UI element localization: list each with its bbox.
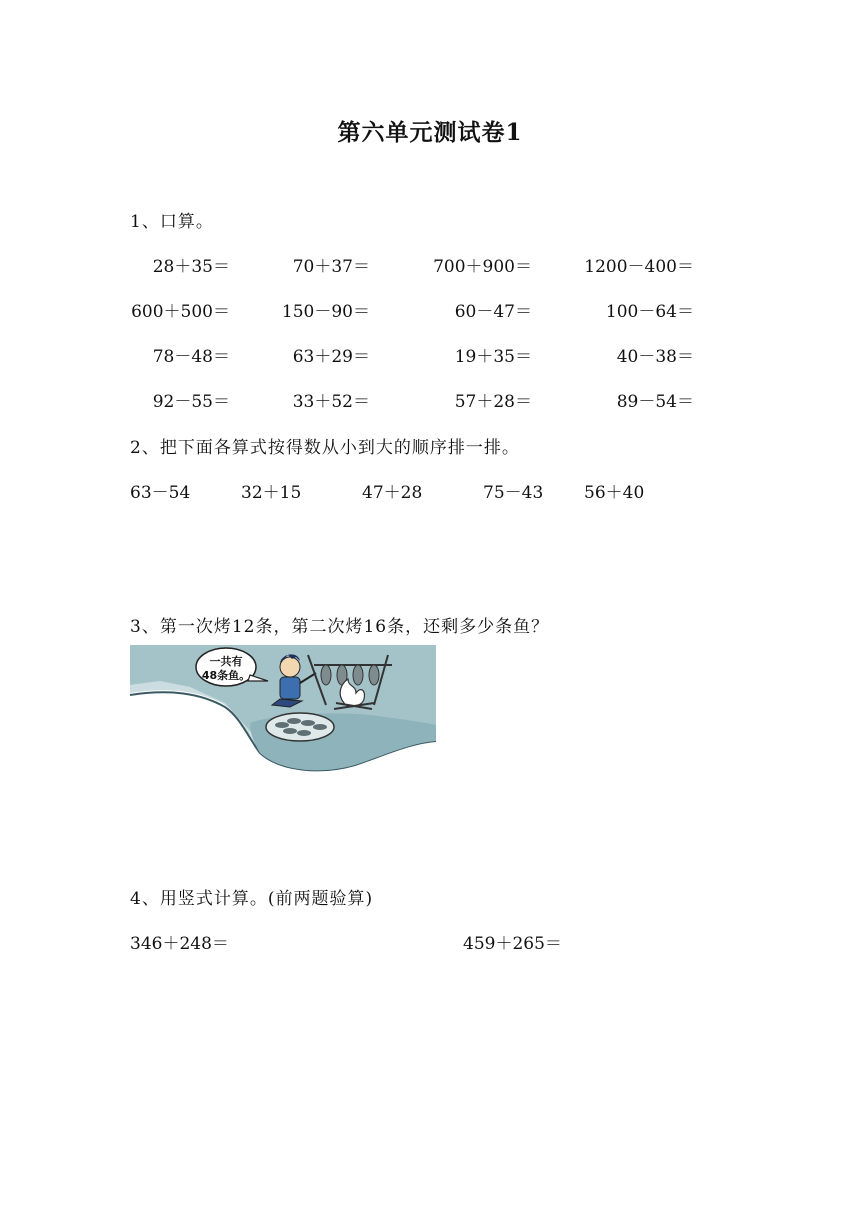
order-item: 75－43 [483,483,544,503]
order-item: 56＋40 [584,483,645,503]
vertical-calc-item: 459＋265＝ [463,934,562,954]
math-item: 89－54＝ [616,392,694,412]
math-item: 63＋29＝ [292,347,370,367]
bubble-text-line2: 48条鱼。 [201,669,251,682]
order-item: 32＋15 [241,483,302,503]
math-item: 700＋900＝ [433,257,532,277]
math-item: 100－64＝ [605,302,694,322]
illustration-svg [130,645,436,781]
math-item: 150－90＝ [281,302,370,322]
bubble-text-line1: 一共有 [209,655,243,668]
math-item: 92－55＝ [152,392,230,412]
question-1-heading: 1、口算。 [130,212,214,232]
math-item: 28＋35＝ [152,257,230,277]
question-2-heading: 2、把下面各算式按得数从小到大的顺序排一排。 [130,438,520,458]
fish-grilling-illustration [130,645,436,781]
math-item: 600＋500＝ [131,302,230,322]
math-item: 57＋28＝ [454,392,532,412]
vertical-calc-item: 346＋248＝ [130,934,229,954]
order-item: 47＋28 [362,483,423,503]
question-3-heading: 3、第一次烤12条，第二次烤16条，还剩多少条鱼？ [130,617,550,637]
math-item: 70＋37＝ [292,257,370,277]
math-item: 1200－400＝ [584,257,694,277]
math-item: 40－38＝ [616,347,694,367]
math-item: 33＋52＝ [292,392,370,412]
math-item: 60－47＝ [454,302,532,322]
order-item: 63－54 [130,483,191,503]
page-title: 第六单元测试卷1 [337,119,523,146]
math-item: 78－48＝ [152,347,230,367]
question-4-heading: 4、用竖式计算。(前两题验算) [130,889,374,909]
math-item: 19＋35＝ [454,347,532,367]
